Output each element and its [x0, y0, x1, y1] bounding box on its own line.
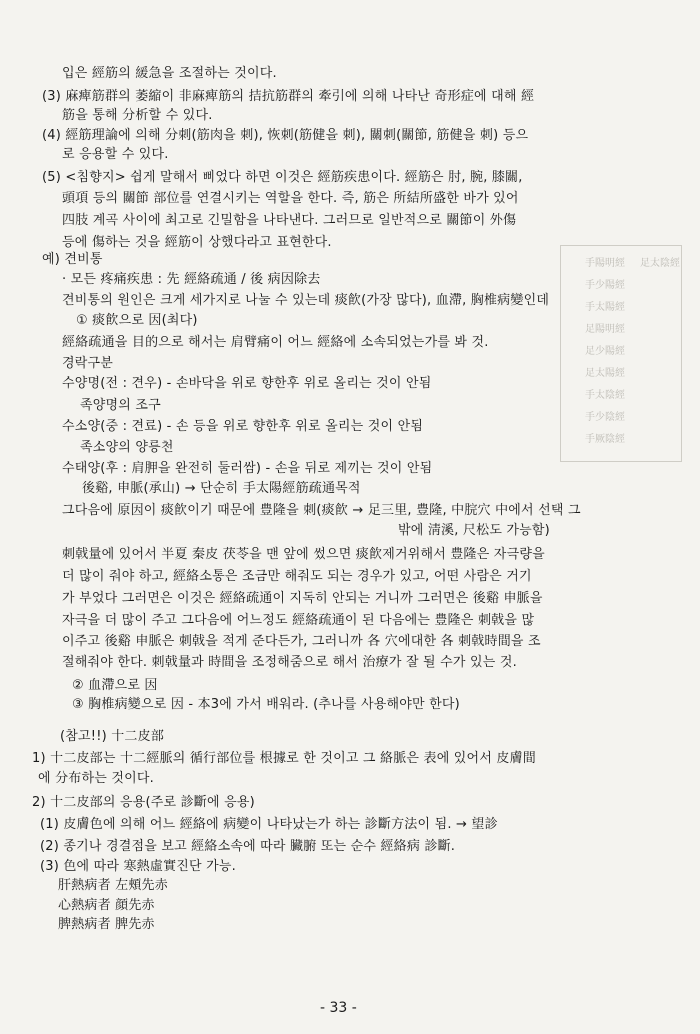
text-line: 肝熱病者 左頰先赤	[58, 878, 168, 893]
bleed-through-text: 手少陽經	[585, 280, 625, 291]
text-line: 예) 견비통	[42, 252, 103, 267]
text-line: ② 血滯으로 因	[72, 678, 158, 693]
bleed-through-text: 足太陽經	[585, 368, 625, 379]
text-line: 수소양(중 : 견료) - 손 등을 위로 향한후 위로 올리는 것이 안됨	[62, 419, 424, 434]
bleed-through-text: 手陽明經	[585, 258, 625, 269]
text-line: (3) 色에 따라 寒熱虛實진단 가능.	[40, 859, 236, 874]
text-line: 이주고 後谿 申脈은 刺戟을 적게 준다든가, 그러니까 各 穴에대한 各 刺戟時間을 조	[62, 634, 541, 649]
text-line: 더 많이 줘야 하고, 經絡소통은 조금만 해줘도 되는 경우가 있고, 어떤 사람은 거기	[62, 569, 532, 584]
text-line: 에 分布하는 것이다.	[38, 771, 154, 786]
text-line: ① 痰飮으로 因(최다)	[76, 313, 198, 328]
text-line: 頭項 등의 關節 部位를 연결시키는 역할을 한다. 즉, 筋은 所結所盛한 바가 있어	[62, 191, 519, 206]
text-line: 로 응용할 수 있다.	[62, 147, 169, 162]
page-number: - 33 -	[320, 1000, 357, 1016]
text-line: 수양명(전 : 견우) - 손바닥을 위로 향한후 위로 올리는 것이 안됨	[62, 376, 432, 391]
text-line: 족소양의 양릉천	[80, 440, 174, 455]
text-line: 2) 十二皮部의 응용(주로 診斷에 응용)	[32, 795, 255, 810]
text-line: 가 부었다 그러면은 이것은 經絡疏通이 지독히 안되는 거니까 그러면은 後谿 申脈을	[62, 591, 543, 606]
text-line: 경락구분	[62, 356, 114, 371]
bleed-through-text: 手太陽經	[585, 302, 625, 313]
text-line: 脾熱病者 脾先赤	[58, 917, 155, 932]
text-line: (3) 麻痺筋群의 萎縮이 非麻痺筋의 拮抗筋群의 牽引에 의해 나타난 奇形症에 대해 經	[42, 89, 535, 104]
text-line: ③ 胸椎病變으로 因 - 本3에 가서 배워라. (추나를 사용해야만 한다)	[72, 697, 460, 712]
text-line: 後谿, 申脈(承山) → 단순히 手太陽經筋疏通목적	[82, 481, 361, 496]
text-line: (5) <침향지> 쉽게 말해서 삐었다 하면 이것은 經筋疾患이다. 經筋은 肘, 腕, 膝關,	[42, 170, 523, 185]
text-line: 1) 十二皮部는 十二經脈의 循行部位를 根據로 한 것이고 그 絡脈은 表에 있어서 皮膚間	[32, 751, 537, 766]
bleed-through-text: 足太陰經	[640, 258, 680, 269]
text-line: 心熱病者 顔先赤	[58, 898, 155, 913]
text-line: 밖에 淸溪, 尺松도 가능함)	[398, 523, 550, 538]
text-line: 刺戟量에 있어서 半夏 秦皮 茯苓을 맨 앞에 썼으면 痰飮제거위해서 豊隆은 자극량을	[62, 547, 545, 562]
bleed-through-text: 手厥陰經	[585, 434, 625, 445]
text-line: · 모든 疼痛疾患 : 先 經絡疏通 / 後 病因除去	[62, 272, 321, 287]
bleed-through-text: 手少陰經	[585, 412, 625, 423]
text-line: 입은 經筋의 緩急을 조절하는 것이다.	[62, 66, 277, 81]
text-line: 그다음에 原因이 痰飮이기 때문에 豊隆을 刺(痰飮 → 足三里, 豊隆, 中脘穴 中에서 선택 그	[62, 503, 581, 518]
text-line: (4) 經筋理論에 의해 分刺(筋肉을 刺), 恢刺(筋健을 刺), 關刺(關節, 筋健을 刺) 등으	[42, 128, 529, 143]
text-line: 절해줘야 한다. 刺戟量과 時間을 조정해줌으로 해서 治療가 잘 될 수가 있는 것.	[62, 655, 517, 670]
text-line: (참고!!) 十二皮部	[60, 729, 165, 744]
text-line: 자극을 더 많이 주고 그다음에 어느정도 經絡疏通이 된 다음에는 豊隆은 刺戟을 많	[62, 613, 535, 628]
text-line: 經絡疏通을 目的으로 해서는 肩臂痛이 어느 經絡에 소속되었는가를 봐 것.	[62, 335, 489, 350]
text-line: (2) 종기나 경결점을 보고 經絡소속에 따라 臟腑 또는 순수 經絡病 診斷.	[40, 839, 456, 854]
bleed-through-text: 足少陽經	[585, 346, 625, 357]
bleed-through-text: 足陽明經	[585, 324, 625, 335]
text-line: (1) 皮膚色에 의해 어느 經絡에 病變이 나타났는가 하는 診斷方法이 됨. → 望診	[40, 817, 498, 832]
text-line: 筋을 통해 分析할 수 있다.	[62, 108, 213, 123]
text-line: 족양명의 조구	[80, 398, 161, 413]
bleed-through-text: 手太陰經	[585, 390, 625, 401]
text-line: 수태양(후 : 肩胛을 완전히 둘러쌈) - 손을 뒤로 제끼는 것이 안됨	[62, 461, 433, 476]
text-line: 견비통의 원인은 크게 세가지로 나눌 수 있는데 痰飮(가장 많다), 血滯, 胸椎病變인데	[62, 293, 550, 308]
text-line: 四肢 계곡 사이에 최고로 긴밀함을 나타낸다. 그러므로 일반적으로 關節이 外傷	[62, 213, 517, 228]
text-line: 등에 傷하는 것을 經筋이 상했다라고 표현한다.	[62, 235, 332, 250]
